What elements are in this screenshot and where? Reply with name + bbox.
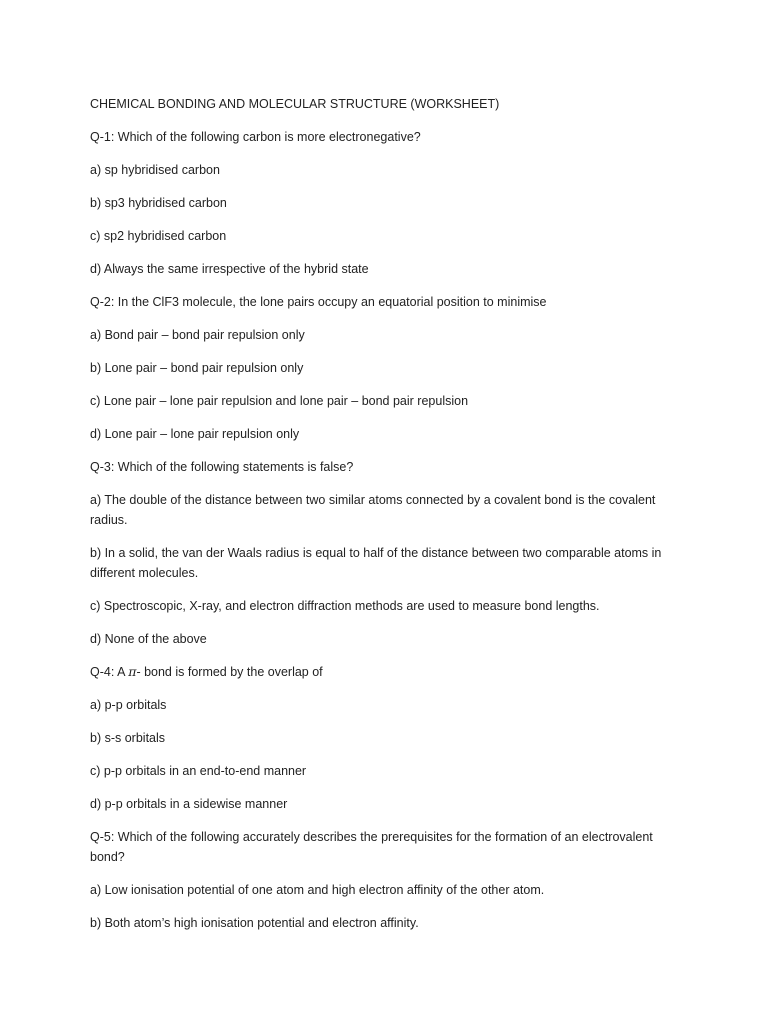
q3-option-d: d) None of the above: [90, 632, 207, 646]
question-1: Q-1: Which of the following carbon is more electronegative?: [90, 130, 421, 144]
q2-option-a: a) Bond pair – bond pair repulsion only: [90, 328, 305, 342]
question-2: Q-2: In the ClF3 molecule, the lone pairs occupy an equatorial position to minimise: [90, 295, 547, 309]
q4-option-b: b) s-s orbitals: [90, 731, 166, 745]
q1-option-b: b) sp3 hybridised carbon: [90, 196, 227, 210]
question-4: [90, 662, 680, 682]
q4-prefix: Q-4: A: [90, 665, 129, 679]
q1-option-a: a) sp hybridised carbon: [90, 163, 220, 177]
worksheet-title: CHEMICAL BONDING AND MOLECULAR STRUCTURE (WORKSHEET): [90, 97, 500, 111]
q4-option-a: a) p-p orbitals: [90, 698, 167, 712]
q3-option-a: a) The double of the distance between two similar atoms connected by a covalent bond is the covalent radius.: [90, 493, 656, 527]
worksheet-page: [90, 94, 680, 946]
q1-option-d: d) Always the same irrespective of the hybrid state: [90, 262, 369, 276]
question-3: Q-3: Which of the following statements is false?: [90, 460, 354, 474]
q4-suffix: - bond is formed by the overlap of: [136, 665, 323, 679]
question-5: Q-5: Which of the following accurately describes the prerequisites for the formation of an electrovalent bond?: [90, 830, 653, 864]
q5-option-b: b) Both atom’s high ionisation potential and electron affinity.: [90, 916, 419, 930]
q5-option-a: a) Low ionisation potential of one atom and high electron affinity of the other atom.: [90, 883, 545, 897]
q2-option-d: d) Lone pair – lone pair repulsion only: [90, 427, 300, 441]
q3-option-c: c) Spectroscopic, X-ray, and electron diffraction methods are used to measure bond lengths.: [90, 599, 600, 613]
q4-option-c: c) p-p orbitals in an end-to-end manner: [90, 764, 307, 778]
q2-option-c: c) Lone pair – lone pair repulsion and lone pair – bond pair repulsion: [90, 394, 469, 408]
pi-symbol: π: [128, 664, 137, 679]
q4-option-d: d) p-p orbitals in a sidewise manner: [90, 797, 288, 811]
q2-option-b: b) Lone pair – bond pair repulsion only: [90, 361, 304, 375]
q1-option-c: c) sp2 hybridised carbon: [90, 229, 227, 243]
q3-option-b: b) In a solid, the van der Waals radius is equal to half of the distance between two comparable atoms in different molecules.: [90, 546, 662, 580]
